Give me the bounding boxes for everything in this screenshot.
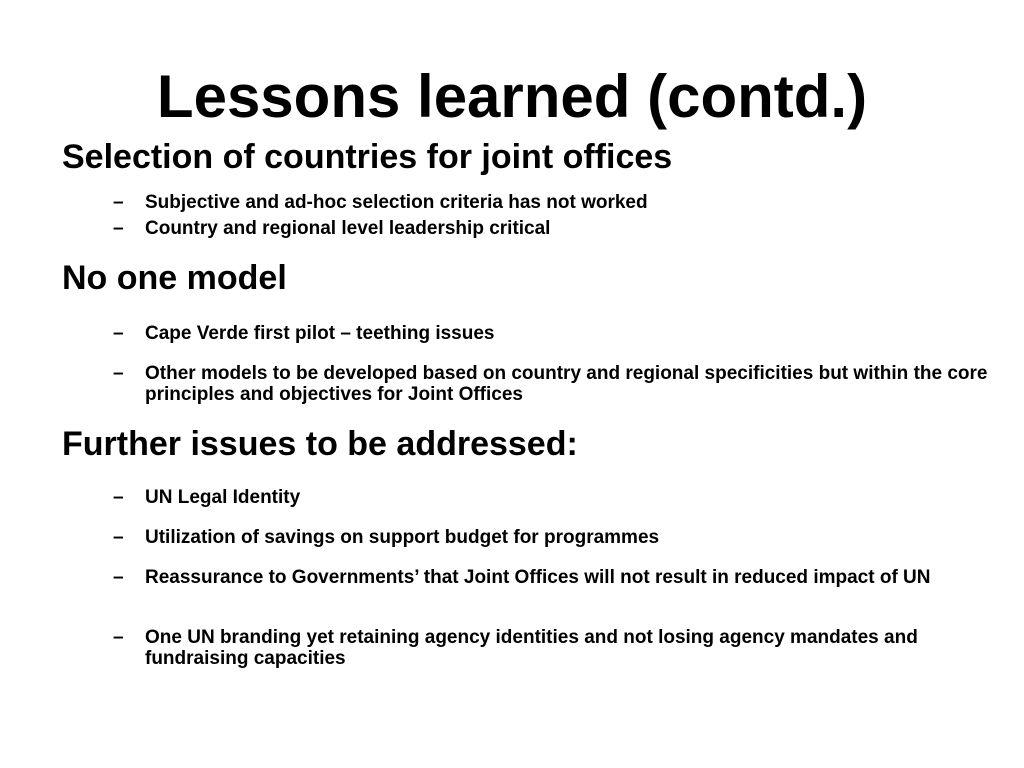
bullet-dash: –: [113, 323, 124, 344]
bullet-dash: –: [113, 363, 124, 384]
bullet-dash: –: [113, 527, 124, 548]
bullet-item: [113, 192, 993, 213]
bullet-text: Utilization of savings on support budget for programmes: [145, 527, 660, 548]
bullet-item: [113, 218, 993, 239]
bullet-dash: –: [113, 192, 124, 213]
bullet-text: Country and regional level leadership critical: [145, 218, 551, 239]
bullet-item: [113, 627, 993, 669]
bullet-dash: –: [113, 627, 124, 648]
bullet-text: UN Legal Identity: [145, 487, 301, 508]
slide-title: Lessons learned (contd.): [156, 63, 868, 130]
bullet-item: [113, 527, 993, 548]
bullet-text: Other models to be developed based on country and regional specificities but within the core principles and objectives for Joint Offices: [145, 363, 988, 405]
bullet-text: Cape Verde first pilot – teething issues: [145, 323, 495, 344]
section-heading-further-issues: Further issues to be addressed:: [62, 425, 578, 463]
bullet-dash: –: [113, 487, 124, 508]
section-heading-model: No one model: [62, 259, 287, 297]
bullet-text: One UN branding yet retaining agency identities and not losing agency mandates and fundraising capacities: [145, 627, 918, 669]
bullet-dash: –: [113, 218, 124, 239]
section-heading-selection: Selection of countries for joint offices: [62, 138, 673, 176]
bullet-dash: –: [113, 567, 124, 588]
bullet-item: [113, 487, 993, 508]
bullet-item: [113, 363, 993, 405]
bullet-text: Subjective and ad-hoc selection criteria has not worked: [145, 192, 648, 213]
bullet-item: [113, 323, 993, 344]
bullet-text: Reassurance to Governments’ that Joint Offices will not result in reduced impact of UN: [145, 567, 931, 588]
bullet-item: [113, 567, 993, 588]
